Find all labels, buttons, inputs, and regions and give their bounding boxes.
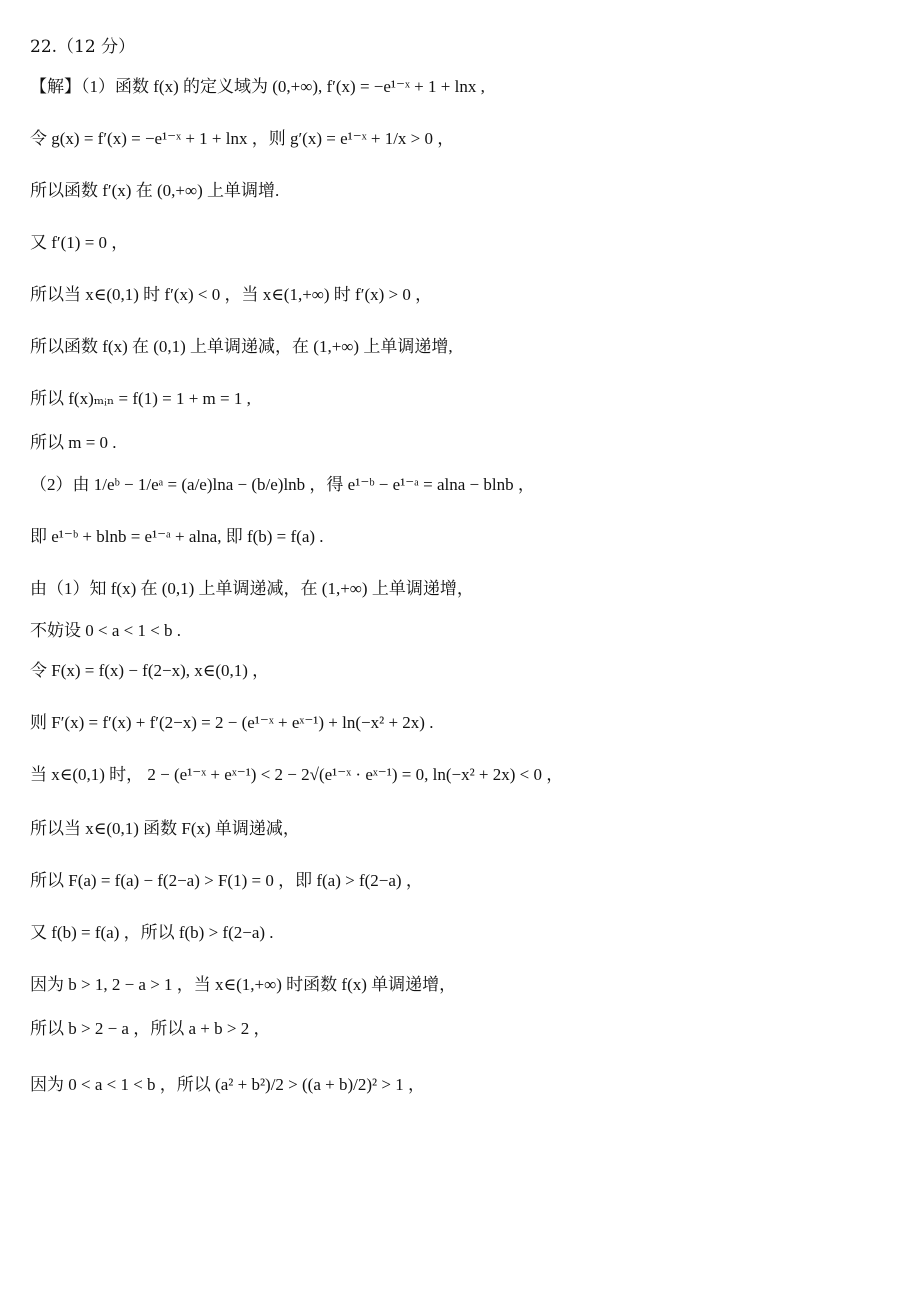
solution-line-8: 所以 m = 0 .	[30, 433, 117, 452]
solution-line-2: 令 g(x) = f′(x) = −e¹⁻ˣ + 1 + lnx ，则 g′(x) = e¹⁻ˣ + 1/x > 0 ，	[30, 129, 455, 148]
solution-line-4: 又 f′(1) = 0 ，	[30, 233, 129, 252]
solution-line-17: 所以 F(a) = f(a) − f(2−a) > F(1) = 0 ，即 f(a) > f(2−a) ，	[30, 871, 423, 890]
solution-line-5: 所以当 x∈(0,1) 时 f′(x) < 0 ，当 x∈(1,+∞) 时 f′(x) > 0 ，	[30, 285, 433, 304]
solution-line-9: （2）由 1/eᵇ − 1/eᵃ = (a/e)lna − (b/e)lnb ，得 e¹⁻ᵇ − e¹⁻ᵃ = alna − blnb ，	[30, 475, 535, 494]
problem-header: 22.（12 分）	[30, 37, 136, 57]
solution-line-16: 所以当 x∈(0,1) 函数 F(x) 单调递减，	[30, 819, 300, 838]
solution-line-6: 所以函数 f(x) 在 (0,1) 上单调递减，在 (1,+∞) 上单调递增,	[30, 337, 453, 356]
solution-line-15: 当 x∈(0,1) 时， 2 − (e¹⁻ˣ + eˣ⁻¹) < 2 − 2√(e¹⁻ˣ · eˣ⁻¹) = 0, ln(−x² + 2x) < 0 ，	[30, 765, 564, 784]
solution-line-11: 由（1）知 f(x) 在 (0,1) 上单调递减，在 (1,+∞) 上单调递增，	[30, 579, 474, 598]
solution-line-14: 则 F′(x) = f′(x) + f′(2−x) = 2 − (e¹⁻ˣ + eˣ⁻¹) + ln(−x² + 2x) .	[30, 713, 434, 732]
solution-line-20: 所以 b > 2 − a ，所以 a + b > 2 ，	[30, 1019, 271, 1038]
solution-line-19: 因为 b > 1, 2 − a > 1 ，当 x∈(1,+∞) 时函数 f(x) 单调递增，	[30, 975, 457, 994]
solution-line-3: 所以函数 f′(x) 在 (0,+∞) 上单调增.	[30, 181, 280, 200]
solution-line-21: 因为 0 < a < 1 < b ，所以 (a² + b²)/2 > ((a + b)/2)² > 1 ，	[30, 1075, 425, 1094]
solution-line-1: 【解】（1）函数 f(x) 的定义域为 (0,+∞), f′(x) = −e¹⁻ˣ + 1 + lnx ,	[30, 77, 485, 96]
solution-line-18: 又 f(b) = f(a) ，所以 f(b) > f(2−a) .	[30, 923, 274, 942]
solution-line-10: 即 e¹⁻ᵇ + blnb = e¹⁻ᵃ + alna, 即 f(b) = f(a) .	[30, 527, 324, 546]
solution-line-7: 所以 f(x)ₘᵢₙ = f(1) = 1 + m = 1 ,	[30, 389, 251, 408]
solution-line-12: 不妨设 0 < a < 1 < b .	[30, 621, 182, 640]
solution-line-13: 令 F(x) = f(x) − f(2−x), x∈(0,1) ，	[30, 661, 270, 680]
